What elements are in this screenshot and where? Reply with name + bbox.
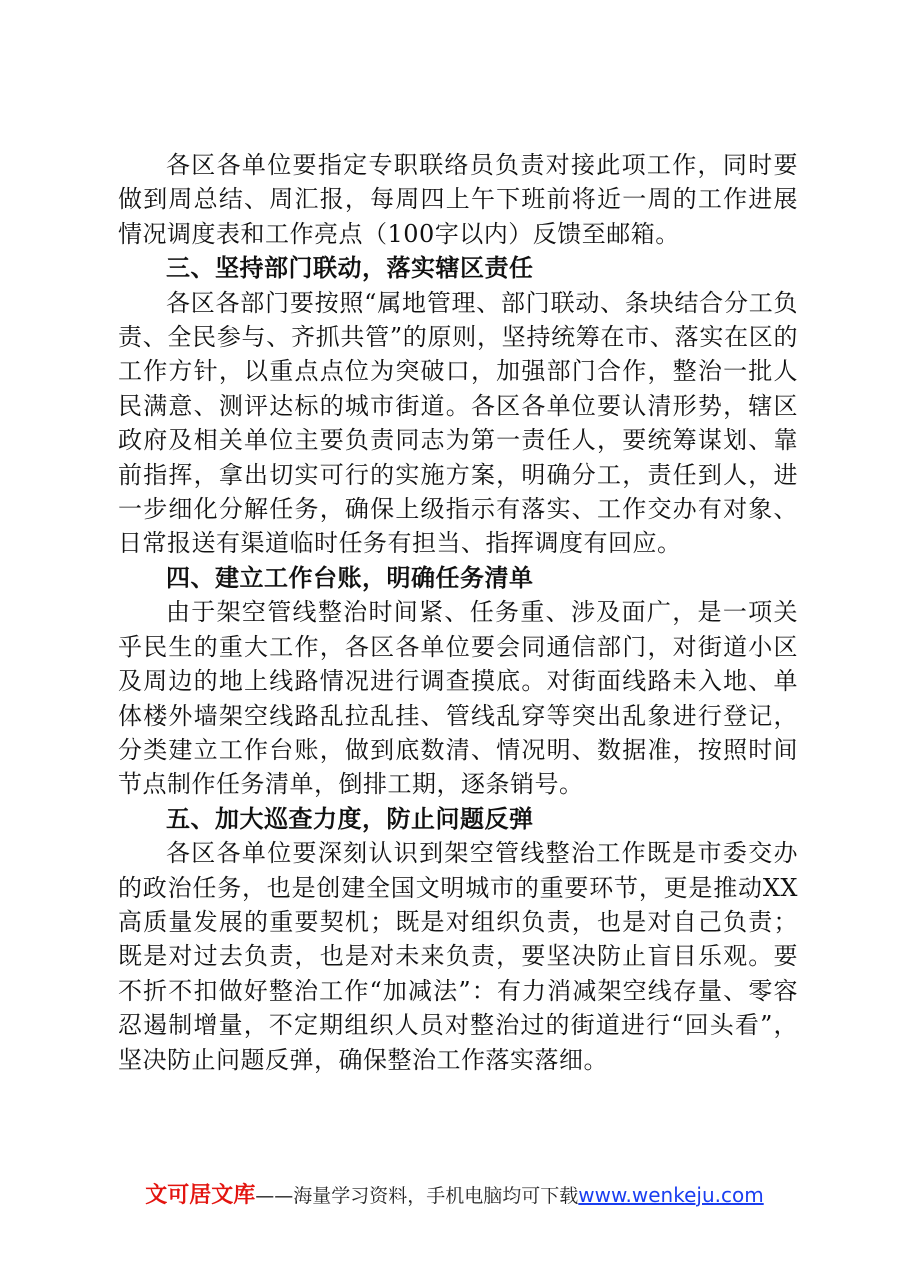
footer-separator: —— xyxy=(255,1185,294,1207)
footer-brand: 文可居文库 xyxy=(145,1183,256,1208)
paragraph-section-3: 各区各部门要按照“属地管理、部门联动、条块结合分工负责、全民参与、齐抓共管”的原则，坚持统筹在市、落实在区的工作方针，以重点点位为突破口，加强部门合作，整治一批人民满意、测评达标的城市街道。各区各单位要认清形势，辖区政府及相关单位主要负责同志为第一责任人，要统筹谋划、靠前指挥，拿出切实可行的实施方案，明确分工，责任到人，进一步细化分解任务，确保上级指示有落实、工作交办有对象、日常报送有渠道临时任务有担当、指挥调度有回应。 xyxy=(118,288,798,558)
paragraph-liaison: 各区各单位要指定专职联络员负责对接此项工作，同时要做到周总结、周汇报，每周四上午下班前将近一周的工作进展情况调度表和工作亮点（100字以内）反馈至邮箱。 xyxy=(118,151,798,248)
heading-section-4: 四、建立工作台账，明确任务清单 xyxy=(166,563,534,592)
footer-banner xyxy=(0,1178,909,1209)
footer-slogan: 海量学习资料，手机电脑均可下载 xyxy=(293,1185,579,1207)
paragraph-section-5: 各区各单位要深刻认识到架空管线整治工作既是市委交办的政治任务，也是创建全国文明城市的重要环节，更是推动XX高质量发展的重要契机；既是对组织负责，也是对自己负责；既是对过去负责，也是对未来负责，要坚决防止盲目乐观。要不折不扣做好整治工作“加减法”：有力消减架空线存量、零容忍遏制增量，不定期组织人员对整治过的街道进行“回头看”，坚决防止问题反弹，确保整治工作落实落细。 xyxy=(118,839,798,1074)
heading-section-5: 五、加大巡查力度，防止问题反弹 xyxy=(166,804,534,833)
footer-website-link[interactable]: www.wenkeju.com xyxy=(578,1183,764,1207)
paragraph-section-4: 由于架空管线整治时间紧、任务重、涉及面广，是一项关乎民生的重大工作，各区各单位要会同通信部门，对街道小区及周边的地上线路情况进行调查摸底。对街面线路未入地、单体楼外墙架空线路乱拉乱挂、管线乱穿等突出乱象进行登记，分类建立工作台账，做到底数清、情况明、数据准，按照时间节点制作任务清单，倒排工期，逐条销号。 xyxy=(118,598,798,799)
heading-section-3: 三、坚持部门联动，落实辖区责任 xyxy=(166,254,534,283)
document-body xyxy=(118,148,798,1077)
